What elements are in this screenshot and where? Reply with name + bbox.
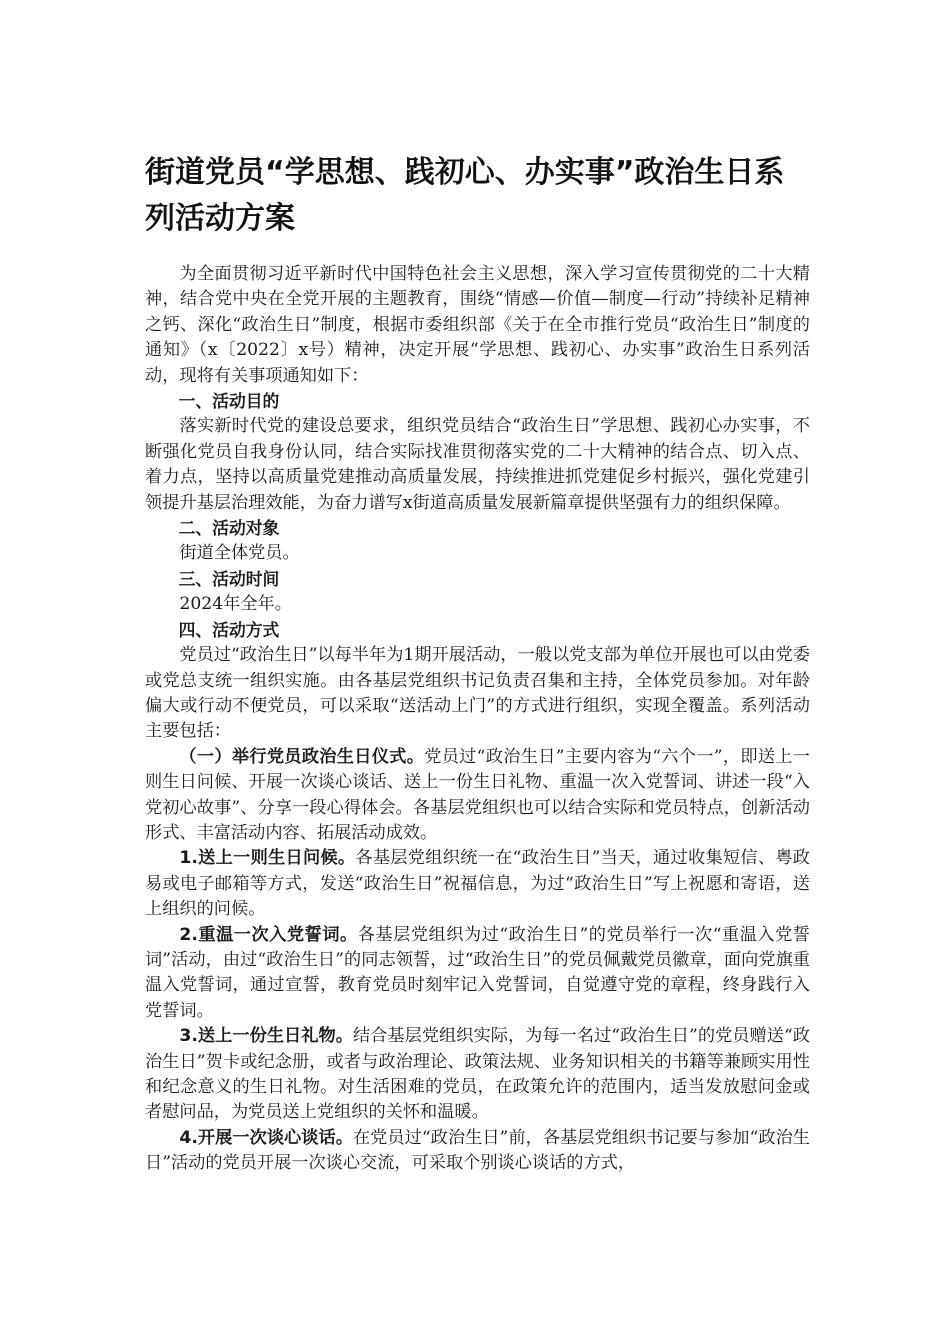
item-lead: 2.重温一次入党誓词。 — [179, 924, 358, 945]
item-body: 党员过“政治生日”主要内容为“六个一”，即送上一则生日问候、开展一次谈心谈话、送上一份生日礼物、重温一次入党誓词、讲述一段“入党初心故事”、分享一段心得体会。各基层党组织也可以结合实际和党员特点，创新活动形式、丰富活动内容、拓展活动成效。 — [145, 746, 810, 843]
item-lead: 3.送上一份生日礼物。 — [179, 1026, 353, 1047]
intro-paragraph: 为全面贯彻习近平新时代中国特色社会主义思想，深入学习宣传贯彻党的二十大精神，结合党中央在全党开展的主题教育，围绕“情感—价值—制度—行动”持续补足精神之钙、深化“政治生日”制度，根据市委组织部《关于在全市推行党员“政治生日”制度的通知》（x〔2022〕x号）精神，决定开展“学思想、践初心、办实事”政治生日系列活动，现将有关事项通知如下： — [145, 264, 810, 386]
item-paragraph — [145, 923, 810, 1025]
section-heading-method: 四、活动方式 — [178, 619, 280, 640]
item-body: 结合基层党组织实际，为每一名过“政治生日”的党员赠送“政治生日”贺卡或纪念册，或者与政治理论、政策法规、业务知识相关的书籍等兼顾实用性和纪念意义的生日礼物。对生活困难的党员，在政策允许的范围内，适当发放慰问金或者慰问品，为党员送上党组织的关怀和温暖。 — [145, 1026, 810, 1123]
document-body — [145, 150, 810, 1177]
item-body: 各基层党组织为过“政治生日”的党员举行一次“重温入党誓词”活动，由过“政治生日”的同志领誓，过“政治生日”的党员佩戴党员徽章，面向党旗重温入党誓词，通过宣誓，教育党员时刻牢记入党誓词，自觉遵守党的章程，终身践行入党誓词。 — [145, 924, 810, 1021]
section-body-method: 党员过“政治生日”以每半年为1期开展活动，一般以党支部为单位开展也可以由党委或党总支统一组织实施。由各基层党组织书记负责召集和主持，全体党员参加。对年龄偏大或行动不便党员，可以采取“送活动上门”的方式进行组织，实现全覆盖。系列活动主要包括： — [145, 645, 810, 742]
item-paragraph — [145, 846, 810, 922]
section-body-purpose: 落实新时代党的建设总要求，组织党员结合“政治生日”学思想、践初心办实事，不断强化党员自我身份认同，结合实际找准贯彻落实党的二十大精神的结合点、切入点、着力点，坚持以高质量党建推动高质量发展，持续推进抓党建促乡村振兴，强化党建引领提升基层治理效能，为奋力谱写x街道高质量发展新篇章提供坚强有力的组织保障。 — [145, 416, 810, 513]
item-paragraph — [145, 745, 810, 847]
item-body: 在党员过“政治生日”前，各基层党组织书记要与参加“政治生日”活动的党员开展一次谈心交流，可采取个别谈心谈话的方式， — [145, 1127, 810, 1174]
item-lead: （一）举行党员政治生日仪式。 — [179, 746, 425, 767]
item-paragraph — [145, 1024, 810, 1126]
section-heading-participants: 二、活动对象 — [178, 518, 280, 539]
item-paragraph — [145, 1126, 810, 1177]
item-lead: 4.开展一次谈心谈话。 — [179, 1127, 353, 1148]
item-body: 各基层党组织统一在“政治生日”当天，通过收集短信、粤政易或电子邮箱等方式，发送“政治生日”祝福信息，为过“政治生日”写上祝愿和寄语，送上组织的问候。 — [145, 848, 810, 920]
section-heading-purpose: 一、活动目的 — [178, 391, 280, 412]
item-lead: 1.送上一则生日问候。 — [179, 848, 356, 869]
section-body-time: 2024年全年。 — [179, 594, 292, 615]
document-title: 街道党员“学思想、践初心、办实事”政治生日系列活动方案 — [145, 155, 785, 236]
section-body-participants: 街道全体党员。 — [179, 543, 300, 564]
section-heading-time: 三、活动时间 — [178, 568, 280, 589]
